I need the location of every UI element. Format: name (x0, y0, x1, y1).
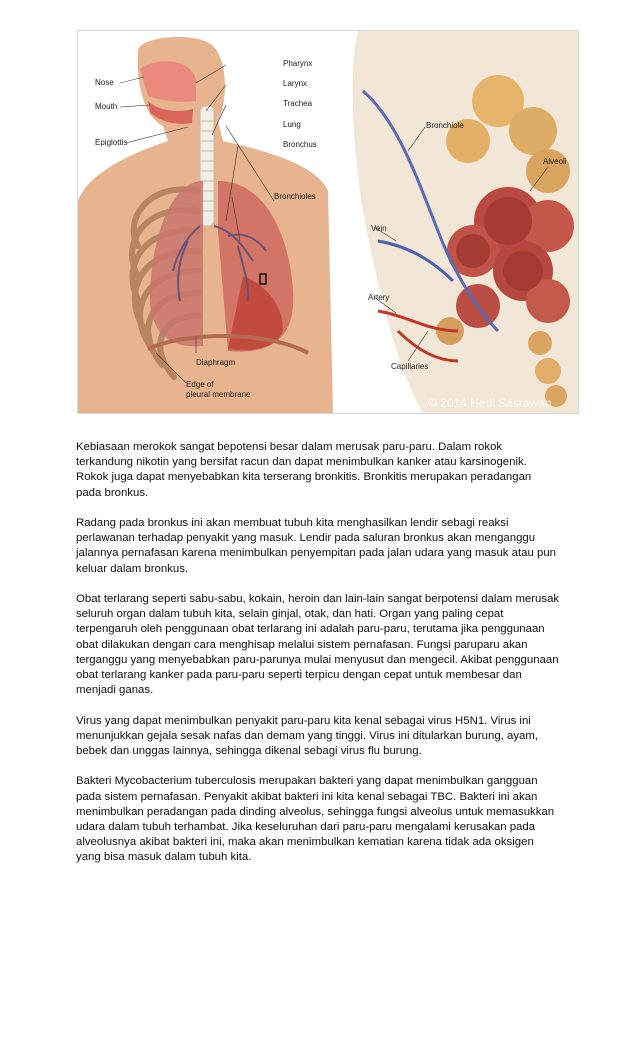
paragraph-smoking: Kebiasaan merokok sangat bepotensi besar dalam merusak paru-paru. Dalam rokok terkandung nikotin yang bersifat racun dan dapat menimbulkan kanker atau karsinogenik. Rokok juga dapat menyebabkan kita terserang bronkitis. Bronkitis merupakan peradangan pada bronkus. (76, 441, 532, 499)
paragraph-drugs: Obat terlarang seperti sabu-sabu, kokain, heroin dan lain-lain sangat berpotensi dalam merusak seluruh organ dalam tubuh kita, selain ginjal, otak, dan hati. Organ yang paling cepat terpengaruh oleh penggunaan obat terlarang ini adalah paru-paru, terutama jika penggunaan obat dilakukan dengan cara menghisap melalui sistem pernafasan. Fungsi paruparu akan terganggu yang menyebabkan paru-parunya mulai menyusut dan mengecil. Akibat penggunaan obat terlarang kanker pada paru-paru seperti terpicu dengan cepat untuk membesar dan menjadi ganas. (76, 593, 560, 697)
anatomy-diagram (78, 31, 578, 413)
label-epiglottis: Epiglottis (95, 138, 128, 147)
copyright-credit: © 2014 Hedi Sasrawan (428, 396, 552, 410)
respiratory-system-illustration (77, 30, 579, 414)
label-edge-pleural-line2: pleural membrane (186, 390, 251, 399)
label-bronchus: Bronchus (283, 140, 317, 149)
label-lung: Lung (283, 120, 301, 129)
label-bronchioles: Bronchioles (274, 192, 316, 201)
label-capillaries: Capillaries (391, 362, 429, 371)
label-artery: Artery (368, 293, 390, 302)
label-pharynx: Pharynx (283, 59, 313, 68)
paragraph-virus: Virus yang dapat menimbulkan penyakit paru-paru kita kenal sebagai virus H5N1. Virus ini menunjukkan gejala sesak nafas dan demam yang tinggi. Virus ini ditularkan burung, ayam, bebek dan unggas lainnya, sehingga dikenal sebagi virus flu burung. (76, 714, 539, 758)
label-bronchiole: Bronchiole (426, 121, 464, 130)
label-mouth: Mouth (95, 102, 118, 111)
nasal-cavity (140, 61, 196, 101)
paragraph-bronchitis: Radang pada bronkus ini akan membuat tubuh kita menghasilkan lendir sebagi reaksi perlawanan terhadap penyakit yang masuk. Lendir pada saluran bronkus akan menganggu jalannya pernafasan karena menimbulkan penyempitan pada jalan udara yang masuk atau pun keluar dalam bronkus. (76, 517, 556, 575)
article-body (76, 440, 616, 881)
label-larynx: Larynx (283, 79, 308, 88)
label-nose: Nose (95, 78, 114, 87)
label-trachea: Trachea (283, 99, 313, 108)
label-alveoli: Alveoli (543, 157, 567, 166)
label-diaphragm: Diaphragm (196, 358, 236, 367)
paragraph-bacteria: Bakteri Mycobacterium tuberculosis merupakan bakteri yang dapat menimbulkan gangguan pada sistem pernafasan. Penyakit akibat bakteri ini kita kenal sebagai TBC. Bakteri ini akan menimbulkan peradangan pada dinding alveolus, sehingga fungsi alveolus untuk memasukkan udara dalam tubuh terhambat. Jika keseluruhan dari paru-paru mengalami kerusakan pada alveolusnya akibat bakteri ini, maka akan menimbulkan kematian karena tidak ada oksigen yang bisa masuk dalam tubuh kita. (76, 775, 555, 864)
label-edge-pleural-line1: Edge of (186, 380, 214, 389)
label-vein: Vein (371, 224, 387, 233)
